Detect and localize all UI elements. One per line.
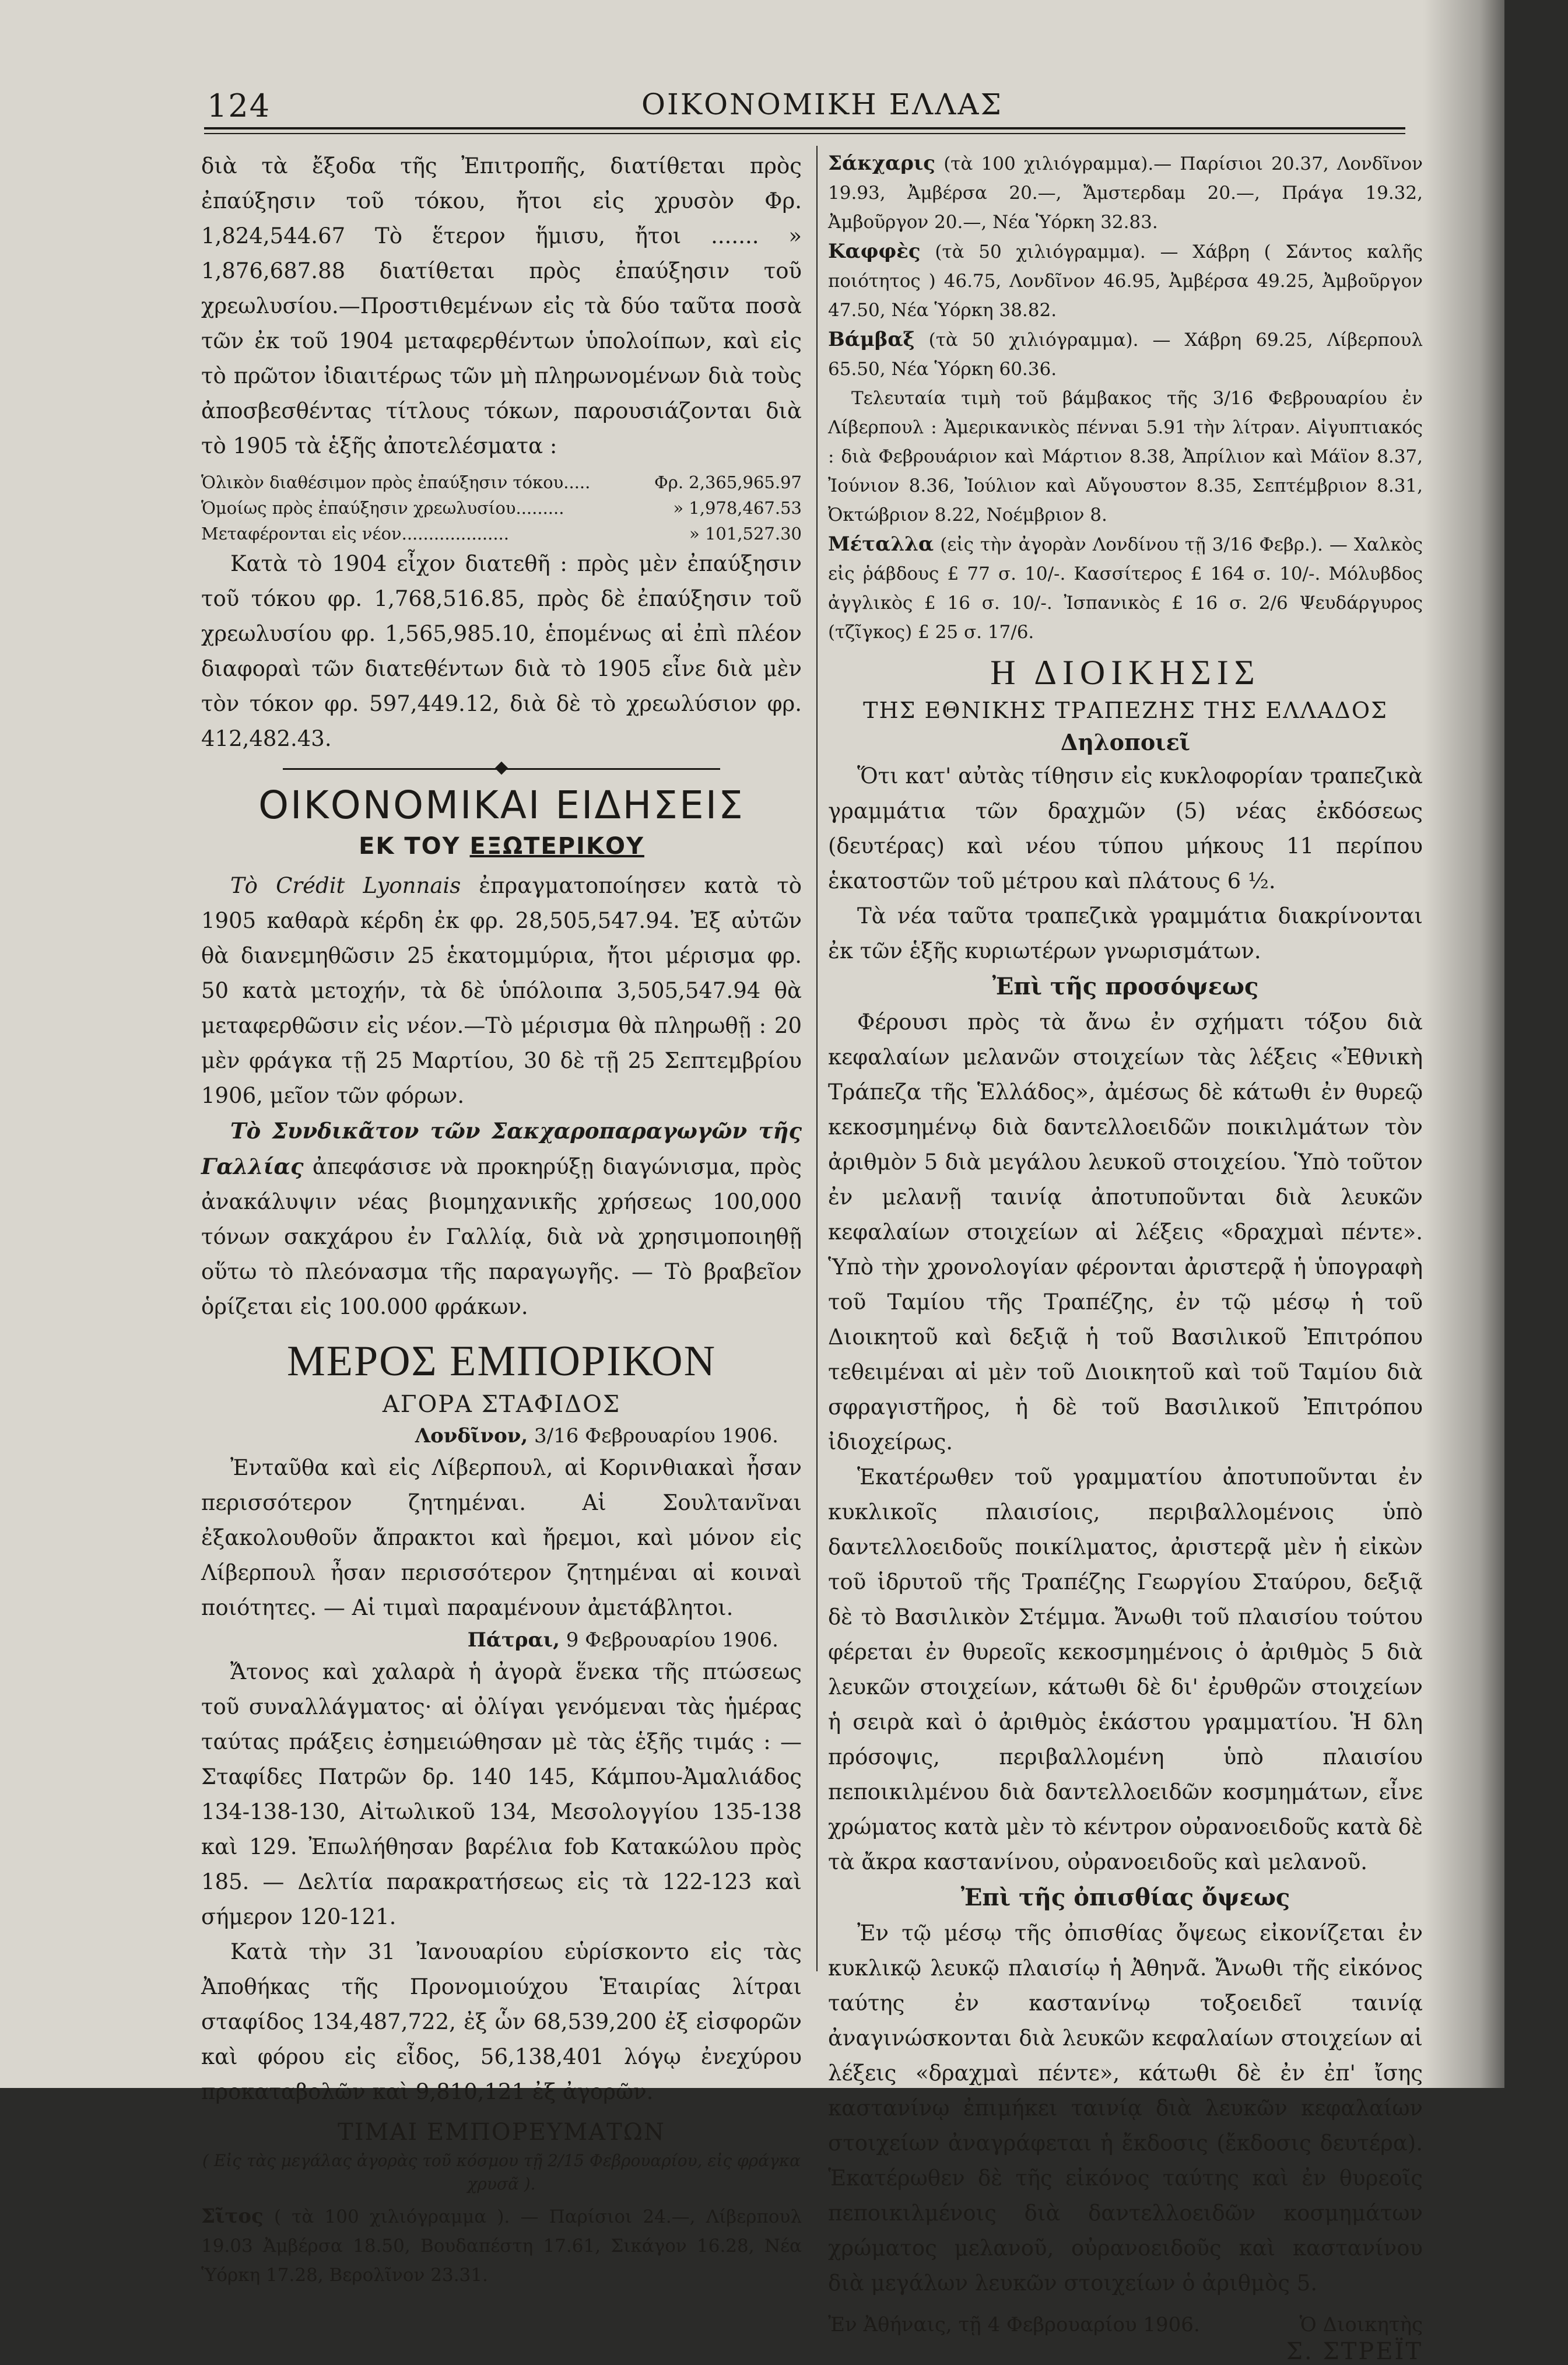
place-date: Ἐν Ἀθήναις, τῇ 4 Φεβρουαρίου 1906. [828, 2313, 1200, 2336]
signature-name: Σ. ΣΤΡΕΪΤ [1286, 2338, 1423, 2365]
sugar-text: (τὰ 100 χιλιόγραμμα).— Παρίσιοι 20.37, Λονδῖνον 19.93, Ἀμβέρσα 20.—, Ἄμστερδαμ 20.—, Πράγα 19.32, Ἀμβοῦργον 20.—, Νέα Ὑόρκη 32.83. [828, 153, 1423, 233]
metals-prices [828, 530, 1423, 647]
london-report: Ἐνταῦθα καὶ εἰς Λίβερπουλ, αἱ Κορινθιακαὶ ἦσαν περισσότερον ζητημέναι. Αἱ Σουλτανῖναι ἐξακολουθοῦν ἄπρακτοι καὶ ἤρεμοι, καὶ μόνον εἰς Λίβερπουλ ἦσαν περισσότερον ζητημέναι αἱ κοιναὶ ποιότητες. — Αἱ τιμαὶ παραμένουν ἀμετάβλητοι. [201, 1455, 802, 1620]
patras-report: Ἄτονος καὶ χαλαρὰ ἡ ἀγορὰ ἕνεκα τῆς πτώσεως τοῦ συναλλάγματος· αἱ ὀλίγαι γενόμεναι τὰς ἡμέρας ταύτας πράξεις ἐσημειώθησαν μὲ τὰς ἑξῆς τιμάς : — Σταφίδες Πατρῶν δρ. 140 145, Κάμπου-Ἀμαλιάδος 134-138-130, Αἰτωλικοῦ 134, Μεσολογγίου 135-138 καὶ 129. Ἐπωλήθησαν βαρέλια fob Κατακώλου πρὸς 185. — Δελτία παρακρατήσεως εἰς τὰ 122-123 καὶ σήμερον 120-121. [201, 1659, 802, 1929]
front-side-paragraph: Ἑκατέρωθεν τοῦ γραμματίου ἀποτυποῦνται ἐν κυκλικοῖς πλαισίοις, περιβαλλομένοις ὑπὸ δαντελλοειδοῦς ποικίλματος, ἀριστερᾷ μὲν ἡ εἰκὼν τοῦ ἱδρυτοῦ τῆς Τραπέζης Γεωργίου Σταύρου, δεξιᾷ δὲ τὸ Βασιλικὸν Στέμμα. Ἄνωθι τοῦ πλαισίου τούτου φέρεται ἐν θυρεοῖς κεκοσμημένοις ὁ ἀριθμὸς 5 διὰ λευκῶν στοιχείων, κάτωθι δὲ δι' ἐρυθρῶν στοιχείων ἡ σειρὰ καὶ ὁ ἀριθμὸς ἑκάστου γραμματίου. Ἡ δλη πρόσοψις, περιβαλλομένη ὑπὸ πλαισίου πεποικιλμένου διὰ δαντελλοειδῶν κοσμημάτων, εἶνε χρώματος κατὰ μὲν τὸ κέντρον οὐρανοειδοῦς κατὰ δὲ τὰ ἄκρα καστανίνου, οὐρανοειδοῦς καὶ μελανοῦ. [828, 1464, 1423, 1875]
header-rule [204, 127, 1405, 134]
signature-block [1286, 2311, 1423, 2365]
market-section-title: ΜΕΡΟΣ ΕΜΠΟΡΙΚΟΝ [286, 1337, 717, 1385]
notice-paragraph: Τὰ νέα ταῦτα τραπεζικὰ γραμμάτια διακρίνονται ἐκ τῶν ἑξῆς κυριωτέρων γνωρισμάτων. [828, 903, 1423, 963]
sugar-name: Σάκχαρις [828, 152, 935, 175]
results-label: Ὁμοίως πρὸς ἐπαύξησιν χρεωλυσίου......... [201, 498, 564, 518]
syndicate-name: Τὸ Συνδικᾶτον τῶν Σακχαροπαραγωγῶν τῆς Γαλλίας [201, 1118, 802, 1179]
cotton-name: Βάμβαξ [828, 328, 915, 351]
results-table [201, 470, 802, 546]
results-label: Ὁλικὸν διαθέσιμον πρὸς ἐπαύξησιν τόκου..... [201, 472, 591, 492]
patras-date: 9 Φεβρουαρίου 1906. [566, 1628, 778, 1652]
metals-text: (εἰς τὴν ἀγορὰν Λονδίνου τῇ 3/16 Φεβρ.). — Χαλκὸς εἰς ῥάβδους £ 77 σ. 10/-. Κασσίτερος £ 164 σ. 10/-. Μόλυβδος ἀγγλικὸς £ 16 σ. 10/-. Ἰσπανικὸς £ 16 σ. 2/6 Ψευδάργυρος (τζῖγκος) £ 25 σ. 17/6. [828, 534, 1423, 643]
cotton-last-price: Τελευταία τιμὴ τοῦ βάμβακος τῆς 3/16 Φεβρουαρίου ἐν Λίβερπουλ : Ἀμερικανικὸς πένναι 5.91 τὴν λίτραν. Αἰγυπτιακός : διὰ Φεβρουάριον καὶ Μάρτιον 8.38, Ἀπρίλιον καὶ Μάϊον 8.37, Ἰούνιον 8.36, Ἰούλιον καὶ Αὔγουστον 8.35, Σεπτέμβριον 8.31, Ὀκτώβριον 8.22, Νοέμβριον 8. [828, 388, 1423, 525]
wheat-name: Σῖτος [201, 2205, 264, 2228]
coffee-name: Καφφὲς [828, 240, 921, 263]
news-subtitle-underlined: ΕΞΩΤΕΡΙΚΟΥ [469, 833, 644, 860]
coffee-text: (τὰ 50 χιλιόγραμμα). — Χάβρη ( Σάντος καλῆς ποιότητος ) 46.75, Λονδῖνον 46.95, Ἀμβέρσα 49.25, Ἀμβοῦργον 47.50, Νέα Ὑόρκη 38.82. [828, 241, 1423, 321]
page-number: 124 [207, 87, 271, 124]
results-value: Φρ. 2,365,965.97 [654, 472, 802, 492]
wheat-prices [201, 2202, 802, 2290]
intro-paragraph: διὰ τὰ ἔξοδα τῆς Ἐπιτροπῆς, διατίθεται πρὸς ἐπαύξησιν τοῦ τόκου, ἤτοι εἰς χρυσὸν Φρ. 1,824,544.67 Τὸ ἕτερον ἥμισυ, ἤτοι ....... » 1,876,687.88 διατίθεται πρὸς ἐπαύξησιν τοῦ χρεωλυσίου.—Προστιθεμένων εἰς τὰ δύο ταῦτα ποσὰ τῶν ἐκ τοῦ 1904 μεταφερθέντων ὑπολοίπων, καὶ εἰς τὸ πρῶτον ἰδιαιτέρως τῶν μὴ πληρωνομένων διὰ τοὺς ἀποσβεσθέντας τίτλους τόκων, παρουσιάζονται διὰ τὸ 1905 τὰ ἑξῆς ἀποτελέσματα : [201, 153, 802, 458]
results-row [201, 495, 802, 521]
syndicate-text: ἀπεφάσισε νὰ προκηρύξῃ διαγώνισμα, πρὸς ἀνακάλυψιν νέας βιομηχανικῆς χρήσεως 100,000 τόνων σακχάρου ἐν Γαλλίᾳ, διὰ νὰ χρησιμοποιηθῇ οὕτω τὸ πλεόνασμα τῆς παραγωγῆς. — Τὸ βραβεῖον ὁρίζεται εἰς 100.000 φράκων. [201, 1154, 802, 1319]
results-value: » 1,978,467.53 [673, 498, 802, 518]
ornament-rule [283, 768, 720, 781]
bank-notice-announces: Δηλοποιεῖ [1060, 729, 1191, 755]
london-date: 3/16 Φεβρουαρίου 1906. [534, 1424, 778, 1448]
notice-paragraph: Ὅτι κατ' αὐτὰς τίθησιν εἰς κυκλοφορίαν τραπεζικὰ γραμμάτια τῶν δραχμῶν (5) νέας ἐκδόσεως (δευτέρας) καὶ νέου τύπου μήκους 11 περίπου ἑκατοστῶν τοῦ μέτρου καὶ πλάτους 6 ½. [828, 763, 1423, 894]
credit-lyonnais-name: Τὸ Crédit Lyonnais [230, 873, 461, 898]
credit-lyonnais-text: ἐπραγματοποίησεν κατὰ τὸ 1905 καθαρὰ κέρδη ἐκ φρ. 28,505,547.94. Ἐξ αὐτῶν θὰ διανεμηθῶσιν 25 ἑκατομμύρια, ἤτοι μέρισμα φρ. 50 κατὰ μετοχήν, τὰ δὲ ὑπόλοιπα 3,505,547.94 θὰ μεταφερθῶσιν εἰς νέον.—Τὸ μέρισμα θὰ πληρωθῇ : 20 μὲν φράγκα τῇ 25 Μαρτίου, 30 δὲ τῇ 25 Σεπτεμβρίου 1906, μεῖον τῶν φόρων. [201, 873, 802, 1108]
commodity-prices-title: ΤΙΜΑΙ ΕΜΠΟΡΕΥΜΑΤΩΝ [338, 2119, 665, 2146]
raisin-stock-report: Κατὰ τὴν 31 Ἰανουαρίου εὑρίσκοντο εἰς τὰς Ἀποθήκας τῆς Προνομιούχου Ἑταιρίας λίτραι σταφίδος 134,487,722, ἐξ ὧν 68,539,200 ἐξ εἰσφορῶν καὶ φόρου εἰς εἶδος, 56,138,401 λόγῳ ἐνεχύρου προκαταβολῶν καὶ 9,810,121 ἐξ ἀγορῶν. [201, 1939, 802, 2104]
results-value: » 101,527.30 [689, 524, 802, 544]
front-side-paragraph: Φέρουσι πρὸς τὰ ἄνω ἐν σχήματι τόξου διὰ κεφαλαίων μελανῶν στοιχείων τὰς λέξεις «Ἐθνικὴ Τράπεζα τῆς Ἑλλάδος», ἀμέσως δὲ κάτωθι ἐν θυρεῷ κεκοσμημένῳ διὰ δαντελλοειδῶν ποικιλμάτων τὸν ἀριθμὸν 5 διὰ μεγάλου λευκοῦ στοιχείου. Ὑπὸ τοῦτον ἐν μελανῇ ταινίᾳ ἀποτυποῦνται διὰ λευκῶν κεφαλαίων στοιχείων αἱ λέξεις «δραχμαὶ πέντε». Ὑπὸ τὴν χρονολογίαν φέρονται ἀριστερᾷ ἡ ὑπογραφὴ τοῦ Ταμίου τῆς Τραπέζης, ἐν τῷ μέσῳ ἡ τοῦ Διοικητοῦ καὶ δεξιᾷ ἡ τοῦ Βασιλικοῦ Ἐπιτρόπου τεθειμέναι αἱ μὲν τοῦ Διοικητοῦ καὶ τοῦ Ταμίου διὰ σφραγιστῆρος, ἡ δὲ τοῦ Βασιλικοῦ Ἐπιτρόπου ἰδιοχείρως. [828, 1010, 1423, 1455]
results-row [201, 470, 802, 495]
patras-city: Πάτραι, [467, 1628, 560, 1652]
ornament-diamond [495, 762, 508, 775]
results-label: Μεταφέρονται εἰς νέον.................... [201, 524, 509, 544]
column-divider [816, 146, 818, 1971]
results-row [201, 521, 802, 546]
right-column [828, 149, 1423, 2365]
page-edge-shadow [1423, 0, 1504, 2088]
signature-title: Ὁ Διοικητὴς [1299, 2313, 1423, 2336]
news-section-subtitle [201, 830, 802, 863]
coffee-prices [828, 237, 1423, 325]
sugar-prices [828, 149, 1423, 237]
journal-title: ΟΙΚΟΝΟΜΙΚΗ ΕΛΛΑΣ [641, 87, 1003, 121]
wheat-text: ( τὰ 100 χιλιόγραμμα ). — Παρίσιοι 24.—, Λίβερπουλ 19.03 Ἀμβέρσα 18.50, Βουδαπέστη 17.61, Σικάγον 16.28, Νέα Ὑόρκη 17.28, Βερολῖνον 23.31. [201, 2206, 802, 2286]
commodity-prices-note: ( Εἰς τὰς μεγάλας ἀγορὰς τοῦ κόσμου τῇ 2/15 Φεβρουαρίου, εἰς φράγκα χρυσᾶ ). [202, 2151, 801, 2194]
bank-notice-subtitle: ΤΗΣ ΕΘΝΙΚΗΣ ΤΡΑΠΕΖΗΣ ΤΗΣ ΕΛΛΑΔΟΣ [863, 698, 1388, 723]
back-side-paragraph: Ἐν τῷ μέσῳ τῆς ὀπισθίας ὄψεως εἰκονίζεται ἐν κυκλικῷ λευκῷ πλαισίῳ ἡ Ἀθηνᾶ. Ἄνωθι τῆς εἰκόνος ταύτης ἐν καστανίνῳ τοξοειδεῖ ταινίᾳ ἀναγινώσκονται διὰ λευκῶν κεφαλαίων στοιχείων αἱ λέξεις «δραχμαὶ πέντε», κάτωθι δὲ ἐν ἐπ' ἴσης καστανίνῳ ἐπιμήκει ταινίᾳ διὰ λευκῶν κεφαλαίων στοιχείων ἀναγράφεται ἡ ἔκδοσις (ἔκδοσις δευτέρα). Ἑκατέρωθεν δὲ τῆς εἰκόνος ταύτης καὶ ἐν θυρεοῖς πεποικιλμένοις διὰ δαντελλοειδῶν κοσμημάτων χρώματος μελανοῦ, οὐρανοειδοῦς καὶ καστανίνου διὰ μεγάλων λευκῶν στοιχείων ὁ ἀριθμὸς 5. [828, 1921, 1423, 2296]
paragraph-1904: Κατὰ τὸ 1904 εἶχον διατεθῆ : πρὸς μὲν ἐπαύξησιν τοῦ τόκου φρ. 1,768,516.85, πρὸς δὲ ἐπαύξησιν τοῦ χρεωλυσίου φρ. 1,565,985.10, ἑπομένως αἱ ἐπὶ πλέον διαφοραὶ τῶν διατεθέντων διὰ τὸ 1905 εἶνε διὰ μὲν τὸν τόκον φρ. 597,449.12, διὰ δὲ τὸ χρεωλύσιον φρ. 412,482.43. [201, 551, 802, 751]
sugar-syndicate-item [201, 1113, 802, 1325]
bank-notice-title: Η ΔΙΟΙΚΗΣΙΣ [990, 653, 1261, 692]
signature-row [828, 2311, 1423, 2365]
raisin-market-title: ΑΓΟΡΑ ΣΤΑΦΙΔΟΣ [382, 1391, 621, 1418]
patras-dateline [201, 1625, 802, 1655]
london-city: Λονδῖνον, [415, 1424, 528, 1448]
front-side-heading: Ἐπὶ τῆς προσόψεως [992, 973, 1259, 1000]
london-dateline [201, 1421, 802, 1450]
cotton-prices [828, 325, 1423, 384]
news-section-title: ΟΙΚΟΝΟΜΙΚΑΙ ΕΙΔΗΣΕΙΣ [258, 783, 745, 828]
news-subtitle-prefix: ΕΚ ΤΟΥ [359, 833, 470, 860]
metals-name: Μέταλλα [828, 532, 934, 556]
left-column [201, 149, 802, 2290]
cotton-text: (τὰ 50 χιλιόγραμμα). — Χάβρη 69.25, Λίβερπουλ 65.50, Νέα Ὑόρκη 60.36. [828, 330, 1423, 380]
back-side-heading: Ἐπὶ τῆς ὀπισθίας ὄψεως [960, 1884, 1290, 1911]
credit-lyonnais-item [201, 868, 802, 1113]
